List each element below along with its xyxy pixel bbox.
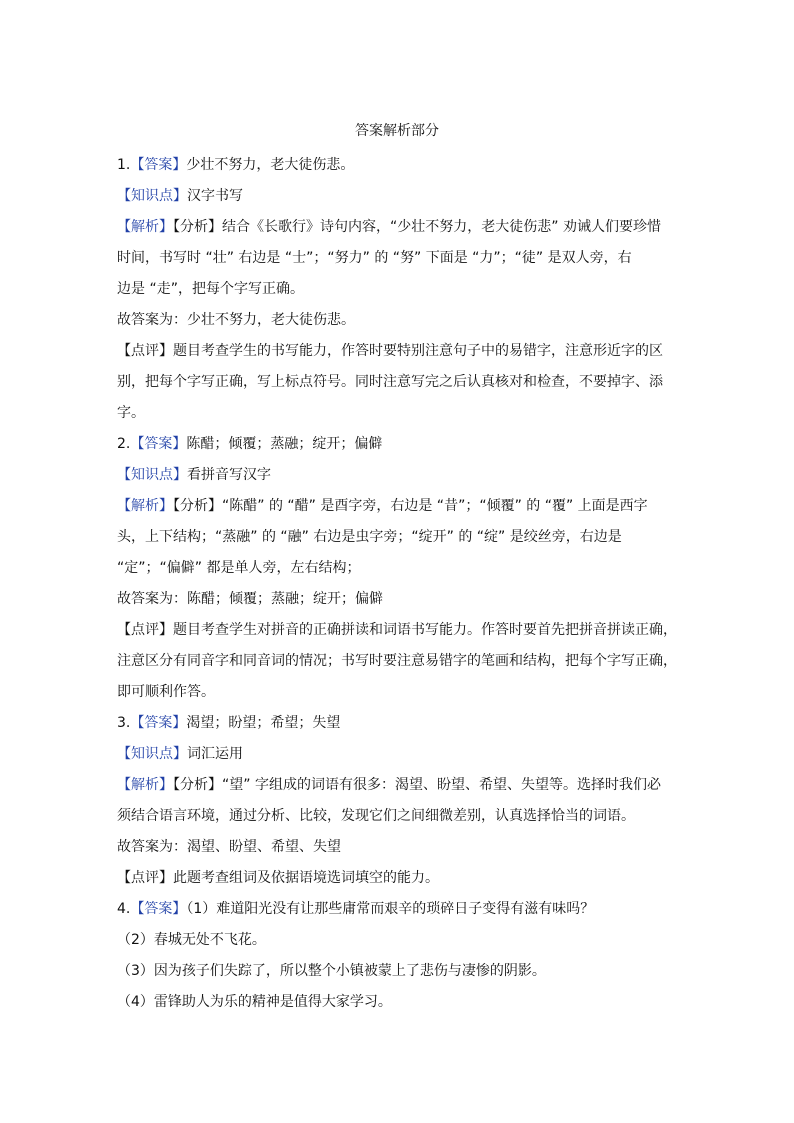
answer-content	[117, 150, 677, 1018]
q3-knowledge-line	[117, 739, 677, 770]
q2-final-answer: 故答案为：陈醋；倾覆；蒸融；绽开；偏僻	[117, 591, 383, 607]
analysis-text: 【分析】结合《长歌行》诗句内容，“少壮不努力，老大徒伤悲” 劝诫人们要珍惜	[173, 219, 661, 235]
q4-answer-line: （4）雷锋助人为乐的精神是值得大家学习。	[117, 994, 392, 1010]
q4-answer-line: （2）春城无处不飞花。	[117, 932, 266, 948]
q2-analysis-line: 头，上下结构；“蒸融” 的 “融” 右边是虫字旁；“绽开” 的 “绽” 是绞丝旁，右边是	[117, 529, 622, 545]
question-number: 1.	[117, 157, 131, 173]
question-number: 3.	[117, 715, 131, 731]
q1-final-answer: 故答案为：少壮不努力，老大徒伤悲。	[117, 312, 355, 328]
q2-comment-line: 注意区分有同音字和同音词的情况；书写时要注意易错字的笔画和结构，把每个字写正确，	[117, 653, 677, 669]
q1-knowledge-line	[117, 181, 677, 212]
answer-text: 少壮不努力，老大徒伤悲。	[186, 157, 355, 173]
question-number: 2.	[117, 436, 131, 452]
q3-comment-line	[117, 863, 677, 894]
q3-answer-line	[117, 708, 677, 739]
knowledge-text: 看拼音写汉字	[187, 467, 271, 483]
knowledge-tag: 【知识点】	[117, 467, 187, 483]
comment-tag: 【点评】	[117, 622, 173, 638]
q2-answer-line	[117, 429, 677, 460]
q1-comment-line: 字。	[117, 405, 145, 421]
analysis-tag: 【解析】	[117, 219, 173, 235]
q1-analysis-line: 边是 “走”，把每个字写正确。	[117, 281, 304, 297]
question-number: 4.	[117, 901, 131, 917]
q2-analysis-line	[117, 491, 677, 522]
q3-analysis-line: 须结合语言环境，通过分析、比较，发现它们之间细微差别，认真选择恰当的词语。	[117, 808, 635, 824]
analysis-text: 【分析】“望” 字组成的词语有很多：渴望、盼望、希望、失望等。选择时我们必	[173, 777, 661, 793]
q1-comment-line	[117, 336, 677, 367]
analysis-tag: 【解析】	[117, 777, 173, 793]
answer-tag: 【答案】	[130, 715, 187, 731]
knowledge-tag: 【知识点】	[117, 746, 187, 762]
comment-text: 题目考查学生对拼音的正确拼读和词语书写能力。作答时要首先把拼音拼读正确，	[173, 622, 677, 638]
knowledge-text: 汉字书写	[187, 188, 243, 204]
q1-analysis-line: 时间，书写时 “壮” 右边是 “士”；“努力” 的 “努” 下面是 “力”；“徒” 是双人旁，右	[117, 250, 632, 266]
answer-text: （1）难道阳光没有让那些庸常而艰辛的琐碎日子变得有滋有味吗？	[186, 901, 595, 917]
comment-tag: 【点评】	[117, 870, 173, 886]
q3-analysis-line	[117, 770, 677, 801]
answer-tag: 【答案】	[130, 157, 187, 173]
comment-text: 此题考查组词及依据语境选词填空的能力。	[173, 870, 439, 886]
comment-text: 题目考查学生的书写能力，作答时要特别注意句子中的易错字，注意形近字的区	[173, 343, 663, 359]
q1-comment-line: 别，把每个字写正确，写上标点符号。同时注意写完之后认真核对和检查，不要掉字、添	[117, 374, 663, 390]
q1-answer-line	[117, 150, 677, 181]
knowledge-tag: 【知识点】	[117, 188, 187, 204]
q4-answer-line	[117, 894, 677, 925]
q2-comment-line	[117, 615, 677, 646]
answer-text: 陈醋；倾覆；蒸融；绽开；偏僻	[186, 436, 383, 452]
q2-comment-line: 即可顺利作答。	[117, 684, 215, 700]
q2-knowledge-line	[117, 460, 677, 491]
comment-tag: 【点评】	[117, 343, 173, 359]
analysis-text: 【分析】“陈醋” 的 “醋” 是酉字旁，右边是 “昔”；“倾覆” 的 “覆” 上面是西字	[173, 498, 648, 514]
analysis-tag: 【解析】	[117, 498, 173, 514]
answer-tag: 【答案】	[130, 901, 187, 917]
q4-answer-line: （3）因为孩子们失踪了，所以整个小镇被蒙上了悲伤与凄惨的阴影。	[117, 963, 546, 979]
answer-tag: 【答案】	[130, 436, 187, 452]
q3-final-answer: 故答案为：渴望、盼望、希望、失望	[117, 839, 341, 855]
q1-analysis-line	[117, 212, 677, 243]
knowledge-text: 词汇运用	[187, 746, 243, 762]
q2-analysis-line: “定”；“偏僻” 都是单人旁，左右结构；	[117, 560, 361, 576]
answer-text: 渴望；盼望；希望；失望	[186, 715, 341, 731]
page-title: 答案解析部分	[355, 123, 439, 139]
